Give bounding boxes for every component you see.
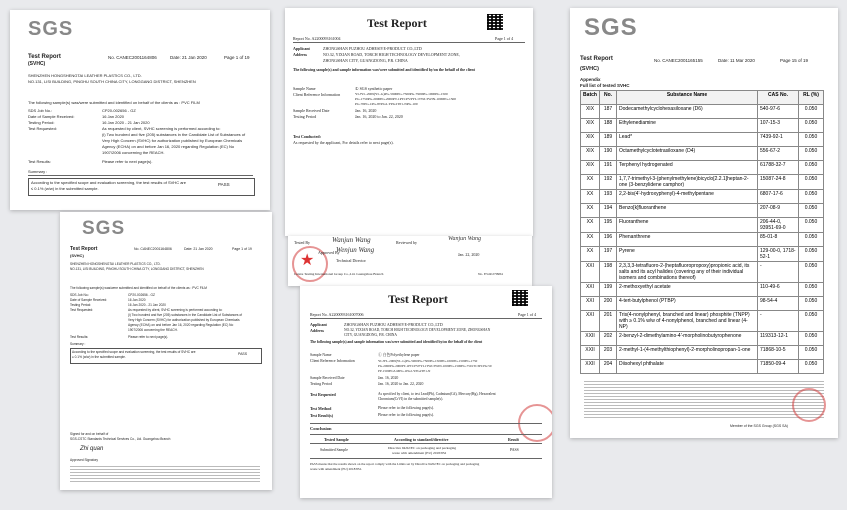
cas-cell: 85-01-8	[758, 233, 799, 247]
qr-code-icon	[487, 14, 503, 30]
row-value: Jan. 16, 2020 to Jan. 22, 2020	[355, 114, 403, 119]
row-value: ① SGS synthetic paper	[355, 86, 393, 91]
signature: Zhi quan	[80, 446, 104, 452]
report-title: Test Report	[70, 246, 98, 252]
row-value: PG-70PG-1PG-8TPG2-YPG2TP1-NPG-100	[355, 102, 418, 106]
row-value: PG-1750PG-2000PG-2000PT-1PTCPVPYL1TWLTWIN-1000PG-1500	[355, 97, 457, 101]
requested-line: 1907/2006 concerning the REACH.	[128, 328, 178, 332]
substance-cell: 4-tert-butylphenol (PTBP)	[617, 297, 758, 311]
sgs-logo: SGS	[28, 18, 74, 40]
report-page: Page 1 of 4	[518, 312, 537, 317]
col-header: Tested Sample	[324, 437, 349, 442]
method-label: Test Method	[310, 406, 332, 411]
row-value: ① 白色Polyethylene paper	[378, 353, 420, 357]
row-label: Sample Name	[293, 86, 316, 91]
cas-cell: 7439-92-1	[758, 133, 799, 147]
summary-label: Summary :	[70, 342, 86, 346]
requested-line: Very High Concern (SVHC) for authorization published by European Chemicals	[102, 138, 243, 143]
intro-text: The following sample(s) and sample information was/were submitted and identified by/on the behalf of the client	[293, 68, 475, 72]
applicant-label: Applicant	[310, 322, 327, 327]
sgs-report-page-1-copy	[60, 212, 272, 490]
cas-cell: 6807-17-6	[758, 190, 799, 204]
applicant-value: ZHONGSHAN FUZHOU ADHESIVE-PRODUCT CO.,LTD	[344, 322, 443, 327]
batch-cell: XXII	[581, 332, 600, 346]
number-cell: 204	[600, 360, 617, 374]
report-no: No. CANEC2001165155	[654, 58, 703, 63]
substance-cell: 2,2-bis(4'-hydroxyphenyl)-4-methylpentane	[617, 190, 758, 204]
report-page: Page 15 of 19	[780, 58, 809, 63]
number-cell: 189	[600, 133, 617, 147]
col-header: Result	[508, 437, 519, 442]
number-cell: 191	[600, 161, 617, 175]
divider	[293, 42, 525, 43]
results-label: Test Result(s)	[310, 413, 334, 418]
applicant-label: Applicant	[293, 46, 310, 51]
cas-cell: 206-44-0, 93951-69-0	[758, 218, 799, 233]
conclusion-standard: waste with amendment (EU) 2018/852	[392, 451, 447, 455]
field-label: Date of Sample Received:	[70, 298, 108, 302]
table-row	[581, 311, 824, 332]
address-value: NO.32, YIXIAN ROAD, TORCH HIGH TECHNOLOGY DEVELOPMENT ZONE, ZHONGSHAN	[344, 328, 491, 332]
row-label: Testing Period	[310, 382, 332, 386]
row-value: YLJYL-2009(YL-G)PG-5900PG-7500PG-7900PG-1000PG-1500	[355, 92, 448, 96]
results-value: Please refer to the following page(s).	[378, 413, 435, 417]
cti-report-page-1	[285, 8, 533, 236]
requested-label: Test Requested	[310, 392, 336, 397]
rl-cell: 0.050	[799, 161, 824, 175]
cas-cell: -	[758, 262, 799, 283]
batch-cell: XX	[581, 218, 600, 233]
report-page: Page 1 of 19	[224, 55, 250, 60]
number-cell: 197	[600, 247, 617, 262]
full-list-label: Full list of tested SVHC	[580, 83, 630, 88]
requested-text: As specified by client, to test Lead(Pb), Cadmium(Cd), Mercury(Hg), Hexavalent	[378, 392, 496, 396]
row-label: Sample Received Date	[293, 108, 330, 113]
divider	[310, 434, 542, 435]
results-label: Test Results:	[70, 335, 89, 339]
tested-by-label: Tested By	[294, 240, 311, 245]
divider	[310, 458, 542, 459]
batch-cell: XX	[581, 204, 600, 218]
row-value: PP-1500PG3-MPG-1PG2-YPG2TP1-N	[378, 369, 431, 373]
conclusion-label: Conclusion	[310, 426, 332, 431]
sgs-logo: SGS	[584, 14, 638, 41]
table-row	[581, 346, 824, 360]
signature: Wanjun Wang	[332, 236, 371, 244]
conclusion-standard: Directive 94/62/EC on packaging and packaging	[388, 446, 457, 450]
client-company: SHENZHEN HONGSHENGTAI LEATHER PLASTICS CO., LTD.	[28, 73, 142, 78]
client-address: NO.131, LISI BUILDING, PINGHU SOUTH CHINA CITY, LONGGANG DISTRICT, SHENZHEN	[70, 267, 204, 271]
table-row	[581, 204, 824, 218]
batch-cell: XIX	[581, 147, 600, 161]
number-cell: 200	[600, 297, 617, 311]
batch-cell: XX	[581, 190, 600, 204]
requested-line: Agency (ECHA) on and before Jan 16, 2020 regarding Regulation (EC) No	[128, 323, 234, 327]
substance-cell: 2,3,3,3-tetrafluoro-2-(heptafluoropropoxy)propionic acid, its salts and its acyl halides (covering any of their individual isomers and combinations thereof)	[617, 262, 758, 283]
report-date: Date: 21 Jan 2020	[170, 55, 207, 60]
signed-text: SGS-CSTC Standards Technical Services Co., Ltd. Guangzhou Branch	[70, 437, 171, 441]
number-cell: 192	[600, 175, 617, 190]
field-value: As requested by client, SVHC screening is performed according to:	[128, 308, 223, 312]
batch-cell: XXII	[581, 360, 600, 374]
address-value: NO.32, YIXIAN ROAD, TORCH HIGH TECHNOLOGY DEVELOPMENT ZONE,	[323, 52, 460, 57]
report-no: No. CANEC2001164806	[134, 247, 172, 251]
table-row	[581, 332, 824, 346]
field-value: 16 Jan 2020 - 21 Jan 2020	[128, 303, 166, 307]
report-title: Test Report	[580, 56, 613, 62]
cti-report-page-1-copy	[300, 286, 552, 498]
field-value: CP20-002656 - GZ	[102, 108, 136, 113]
doc-code: No. E54U270984	[478, 272, 503, 276]
requested-line: Agency (ECHA) on and before Jan 16, 2020 regarding Regulation (EC) No	[102, 144, 235, 149]
row-label: Sample Received Date	[310, 376, 345, 380]
number-cell: 193	[600, 190, 617, 204]
table-row	[581, 233, 824, 247]
address-value: ZHONGSHAN CITY, GUANGDONG, P.R. CHINA	[323, 58, 408, 63]
batch-cell: XXI	[581, 311, 600, 332]
batch-cell: XIX	[581, 105, 600, 119]
col-header: RL (%)	[799, 91, 824, 105]
table-row	[581, 175, 824, 190]
divider	[310, 423, 542, 424]
row-value: Jan. 16, 2020 to Jan. 22, 2020	[378, 382, 424, 386]
rl-cell: 0.050	[799, 360, 824, 374]
field-label: Test Requested:	[28, 126, 57, 131]
rl-cell: 0.050	[799, 283, 824, 297]
company-name: Centre Testing International Group Co.,Ltd. Guangzhou Branch	[294, 272, 384, 276]
cas-cell: -	[758, 311, 799, 332]
rl-cell: 0.050	[799, 311, 824, 332]
table-row	[581, 360, 824, 374]
rl-cell: 0.050	[799, 346, 824, 360]
requested-text: Chromium(CrVI) in the submitted sample(s).	[378, 397, 444, 401]
rl-cell: 0.050	[799, 105, 824, 119]
field-value: 16 Jan 2020	[102, 114, 125, 119]
table-row	[581, 161, 824, 175]
report-page: Page 1 of 19	[232, 247, 252, 251]
address-value: CITY, GUANGDONG, P.R. CHINA	[344, 333, 397, 337]
report-title: Test Report	[28, 54, 61, 60]
substance-cell: Diisohexyl phthalate	[617, 360, 758, 374]
batch-cell: XIX	[581, 161, 600, 175]
requested-line: Very High Concern (SVHC) for authorization published by European Chemicals	[128, 318, 240, 322]
report-no: Report No. A2200093161004	[293, 36, 341, 41]
approval-date: Jan. 22, 2020	[458, 252, 480, 257]
intro-text: The following sample(s) and sample information was/were submitted and identified by/on the behalf of the client	[310, 340, 483, 344]
batch-cell: XXII	[581, 346, 600, 360]
rl-cell: 0.050	[799, 233, 824, 247]
batch-cell: XXI	[581, 297, 600, 311]
sgs-appendix-page	[570, 8, 838, 438]
field-label: SDS Job No.:	[28, 108, 53, 113]
intro-text: The following sample(s) was/were submitted and identified on behalf of the clients as : PVC FILM	[70, 286, 207, 290]
cas-cell: 540-97-6	[758, 105, 799, 119]
rl-cell: 0.050	[799, 247, 824, 262]
report-no: No. CANEC2001164806	[108, 55, 157, 60]
report-title: Test Report	[388, 292, 448, 306]
number-cell: 199	[600, 283, 617, 297]
client-company: SHENZHEN HONGSHENGTAI LEATHER PLASTICS CO., LTD.	[70, 262, 161, 266]
applicant-value: ZHONGSHAN FUZHOU ADHESIVE-PRODUCT CO.,LTD	[323, 46, 422, 51]
star-icon: ★	[300, 252, 315, 269]
row-value: PG-2000PG-2000PT-1PTCPVPYL1TWLTWIN-1000PG-1500PG-7501TC3PCPG/50	[378, 364, 492, 368]
field-value: As requested by client, SVHC screening is performed according to:	[102, 126, 221, 131]
sgs-report-page-1	[10, 10, 270, 210]
legal-fineprint	[70, 466, 260, 482]
sgs-logo: SGS	[82, 218, 126, 239]
batch-cell: XIX	[581, 133, 600, 147]
batch-cell: XX	[581, 233, 600, 247]
report-page: Page 1 of 4	[495, 36, 514, 41]
conclusion-sample: Submitted Sample	[320, 448, 348, 452]
rl-cell: 0.050	[799, 332, 824, 346]
row-label: Testing Period	[293, 114, 317, 119]
report-title: Test Report	[367, 16, 427, 30]
field-label: Test Requested:	[70, 308, 94, 312]
number-cell: 187	[600, 105, 617, 119]
batch-cell: XXI	[581, 262, 600, 283]
substance-cell: Ethylenediamine	[617, 119, 758, 133]
col-header: No.	[600, 91, 617, 105]
summary-text: ≤ 0.1% (w/w) in the submitted sample.	[31, 186, 99, 191]
cas-cell: 556-67-2	[758, 147, 799, 161]
rl-cell: 0.050	[799, 262, 824, 283]
cas-cell: 119313-12-1	[758, 332, 799, 346]
rl-cell: 0.050	[799, 297, 824, 311]
method-value: Please refer to the following page(s).	[378, 406, 435, 410]
report-date: Date: 11 Mar 2020	[718, 58, 755, 63]
conclusion-result: PASS	[510, 448, 519, 452]
table-row	[581, 133, 824, 147]
table-header-row	[581, 91, 824, 105]
table-row	[581, 297, 824, 311]
substance-cell: 1,7,7-trimethyl-3-(phenylmethylene)bicyclo[2.2.1]heptan-2-one (3-benzylidene camphor)	[617, 175, 758, 190]
field-label: Testing Period:	[28, 120, 55, 125]
report-subtitle: (SVHC)	[580, 66, 599, 72]
cti-signature-page	[288, 236, 532, 286]
substance-cell: Pyrene	[617, 247, 758, 262]
results-value: Please refer to next page(s).	[102, 159, 153, 164]
row-label: Client Reference Information	[293, 92, 341, 97]
table-row	[581, 105, 824, 119]
conducted-label: Test Conducted:	[293, 134, 321, 139]
substance-cell: Benzo[k]fluoranthene	[617, 204, 758, 218]
rl-cell: 0.050	[799, 204, 824, 218]
cas-cell: 107-15-3	[758, 119, 799, 133]
substance-cell: Lead*	[617, 133, 758, 147]
rl-cell: 0.050	[799, 133, 824, 147]
table-row	[581, 218, 824, 233]
col-header: According to standard/directive	[394, 437, 449, 442]
number-cell: 203	[600, 346, 617, 360]
field-label: Date of Sample Received:	[28, 114, 75, 119]
summary-text: According to the specified scope and evaluation screening, the test results of SVHC are	[72, 350, 196, 354]
cas-cell: 110-49-6	[758, 283, 799, 297]
table-row	[581, 247, 824, 262]
footer-text: Member of the SGS Group (SGS SA)	[730, 424, 788, 428]
divider	[28, 175, 253, 176]
batch-cell: XX	[581, 175, 600, 190]
batch-cell: XIX	[581, 119, 600, 133]
number-cell: 198	[600, 262, 617, 283]
field-value: CP20-002656 - GZ	[128, 293, 155, 297]
substance-cell: Tris(4-nonylphenyl, branched and linear) phosphite (TNPP) with ≥ 0.1% w/w of 4-nonylphenol, branched and linear (4-NP)	[617, 311, 758, 332]
field-label: Testing Period:	[70, 303, 92, 307]
approver-role: Technical Director	[336, 258, 366, 263]
legal-fineprint	[584, 380, 824, 418]
number-cell: 202	[600, 332, 617, 346]
report-date: Date: 21 Jan 2020	[184, 247, 213, 251]
summary-result: PASS	[238, 352, 248, 356]
rl-cell: 0.050	[799, 147, 824, 161]
approved-by-label: Approved By	[318, 250, 340, 255]
summary-text: ≤ 0.1% (w/w) in the submitted sample.	[72, 355, 126, 359]
table-row	[581, 283, 824, 297]
cas-cell: 15087-24-8	[758, 175, 799, 190]
signature: Wenjun Wang	[336, 246, 375, 254]
table-row	[581, 147, 824, 161]
number-cell: 190	[600, 147, 617, 161]
col-header: Batch	[581, 91, 600, 105]
requested-line: (i) Two hundred and five (205) substances in the Candidate List of Substances of	[102, 132, 246, 137]
number-cell: 201	[600, 311, 617, 332]
results-label: Test Results:	[28, 159, 51, 164]
pass-footnote: waste with amendment (EU) 2018/852.	[310, 467, 362, 471]
results-value: Please refer to next page(s).	[128, 335, 169, 339]
rl-cell: 0.050	[799, 175, 824, 190]
substance-cell: 2-methoxyethyl acetate	[617, 283, 758, 297]
field-label: SDS Job No.:	[70, 293, 90, 297]
svhc-table	[580, 90, 824, 374]
rl-cell: 0.050	[799, 119, 824, 133]
substance-cell: Dodecamethylcyclohexasiloxane (D6)	[617, 105, 758, 119]
number-cell: 194	[600, 204, 617, 218]
table-row	[581, 262, 824, 283]
address-label: Address	[293, 52, 307, 57]
rl-cell: 0.050	[799, 190, 824, 204]
qr-code-icon	[512, 290, 528, 306]
substance-cell: 2-methyl-1-(4-methylthiophenyl)-2-morpholinopropan-1-one	[617, 346, 758, 360]
report-subtitle: (SVHC)	[28, 61, 46, 67]
table-row	[581, 119, 824, 133]
requested-line: (i) Two hundred and five (205) substances in the Candidate List of Substances of	[128, 313, 243, 317]
row-value: Jan. 16, 2020	[378, 376, 399, 380]
report-no: Report No. A2200093161007006	[310, 312, 364, 317]
cas-cell: 71868-10-5	[758, 346, 799, 360]
cas-cell: 98-54-4	[758, 297, 799, 311]
cas-cell: 207-08-9	[758, 204, 799, 218]
number-cell: 195	[600, 218, 617, 233]
batch-cell: XXI	[581, 283, 600, 297]
intro-text: The following sample(s) was/were submitted and identified on behalf of the clients as : PVC FILM	[28, 100, 200, 105]
divider	[310, 318, 542, 319]
row-value: YLJYL-2009(YL-G)PG-5900PG-7500PG-1500PG-1000PG-1500PG-1750	[378, 359, 478, 363]
rl-cell: 0.050	[799, 218, 824, 233]
reviewed-by-label: Reviewed by	[396, 240, 417, 245]
field-value: 16 Jan 2020 - 21 Jan 2020	[102, 120, 150, 125]
row-value: Jan. 16, 2020	[355, 108, 377, 113]
appendix-label: Appendix	[580, 77, 601, 82]
substance-cell: Phenanthrene	[617, 233, 758, 247]
report-subtitle: (SVHC)	[70, 253, 84, 258]
substance-cell: Octamethylcyclotetrasiloxane (D4)	[617, 147, 758, 161]
number-cell: 196	[600, 233, 617, 247]
pass-footnote: PASS means that the results shown on the report comply with the Limits set by Directive 94/62/EC on packaging and packaging	[310, 462, 480, 466]
field-value: 16 Jan 2020	[128, 298, 146, 302]
signature: Wanjun Wang	[448, 236, 482, 242]
row-label: Sample Name	[310, 353, 332, 357]
cas-cell: 71850-09-4	[758, 360, 799, 374]
summary-text: According to the specified scope and evaluation screening, the test results of SVHC are	[31, 180, 186, 185]
client-address: NO.131, LISI BUILDING, PINGHU SOUTH CHINA CITY, LONGGANG DISTRICT, SHENZHEN	[28, 79, 196, 84]
address-label: Address	[310, 328, 324, 333]
signed-text: Signed for and on behalf of	[70, 432, 109, 436]
table-row	[581, 190, 824, 204]
col-header: CAS No.	[758, 91, 799, 105]
summary-label: Summary :	[28, 169, 48, 174]
conducted-text: As requested by the applicant, For details refer to next page(s).	[293, 140, 394, 145]
col-header: Substance Name	[617, 91, 758, 105]
substance-cell: 2-benzyl-2-dimethylamino-4'-morpholinobutyrophenone	[617, 332, 758, 346]
signer-role: Approved Signatory	[70, 458, 98, 462]
cas-cell: 129-00-0, 1718-52-1	[758, 247, 799, 262]
requested-line: 1907/2006 concerning the REACH.	[102, 150, 165, 155]
summary-result: PASS	[218, 182, 230, 187]
divider	[310, 443, 542, 444]
row-label: Client Reference Information	[310, 359, 355, 363]
substance-cell: Fluoranthene	[617, 218, 758, 233]
number-cell: 188	[600, 119, 617, 133]
red-seal-icon	[792, 388, 826, 422]
cas-cell: 61788-32-7	[758, 161, 799, 175]
substance-cell: Terphenyl hydrogenated	[617, 161, 758, 175]
batch-cell: XX	[581, 247, 600, 262]
